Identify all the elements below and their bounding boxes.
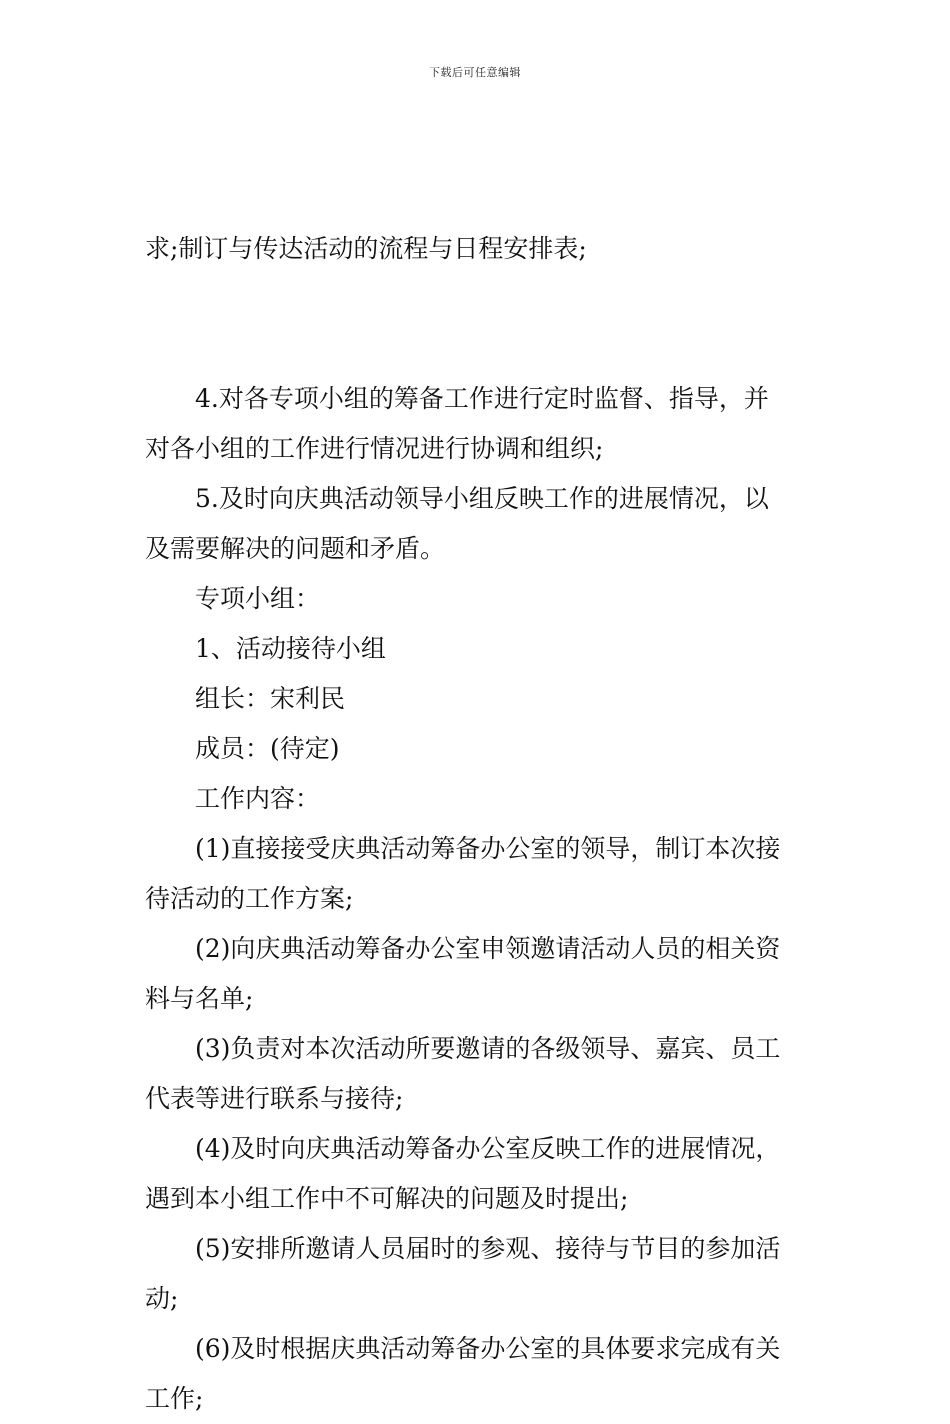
text-line: 专项小组： <box>195 584 321 613</box>
text-line: (2)向庆典活动筹备办公室申领邀请活动人员的相关资 <box>195 934 781 963</box>
task-item-1 <box>145 824 810 924</box>
text-line: (5)安排所邀请人员届时的参观、接待与节目的参加活 <box>195 1234 781 1263</box>
group-members <box>145 724 810 774</box>
text-line: 工作内容： <box>195 784 321 813</box>
task-item-2 <box>145 924 810 1024</box>
text-line: 待活动的工作方案; <box>145 884 354 913</box>
paragraph-continuation <box>145 124 810 374</box>
task-item-4 <box>145 1124 810 1224</box>
text-line: (3)负责对本次活动所要邀请的各级领导、嘉宾、员工 <box>195 1034 781 1063</box>
work-content-heading <box>145 774 810 824</box>
document-body <box>145 124 810 1424</box>
text-line: 及需要解决的问题和矛盾。 <box>145 534 446 563</box>
text-line: 料与名单; <box>145 984 254 1013</box>
task-item-6 <box>145 1324 810 1424</box>
text-line: 代表等进行联系与接待; <box>145 1084 404 1113</box>
section-heading-special-groups <box>145 574 810 624</box>
text-line: 5.及时向庆典活动领导小组反映工作的进展情况，以 <box>195 484 769 513</box>
text-line: 求;制订与传达活动的流程与日程安排表; <box>145 234 587 263</box>
group-leader <box>145 674 810 724</box>
task-item-3 <box>145 1024 810 1124</box>
paragraph-item-5 <box>145 474 810 574</box>
text-line: 组长：宋利民 <box>195 684 346 713</box>
page-header: 下载后可任意编辑 <box>429 66 521 79</box>
paragraph-item-4 <box>145 374 810 474</box>
text-line: 工作; <box>145 1384 204 1413</box>
text-line: 成员：(待定) <box>195 734 340 763</box>
text-line: 4.对各专项小组的筹备工作进行定时监督、指导，并 <box>195 384 769 413</box>
text-line: 遇到本小组工作中不可解决的问题及时提出; <box>145 1184 629 1213</box>
text-line: 动; <box>145 1284 179 1313</box>
text-line: (4)及时向庆典活动筹备办公室反映工作的进展情况， <box>195 1134 781 1163</box>
task-item-5 <box>145 1224 810 1324</box>
text-line: (6)及时根据庆典活动筹备办公室的具体要求完成有关 <box>195 1334 781 1363</box>
text-line: (1)直接接受庆典活动筹备办公室的领导，制订本次接 <box>195 834 781 863</box>
text-line: 对各小组的工作进行情况进行协调和组织; <box>145 434 604 463</box>
group-title <box>145 624 810 674</box>
text-line: 1、活动接待小组 <box>195 634 386 663</box>
